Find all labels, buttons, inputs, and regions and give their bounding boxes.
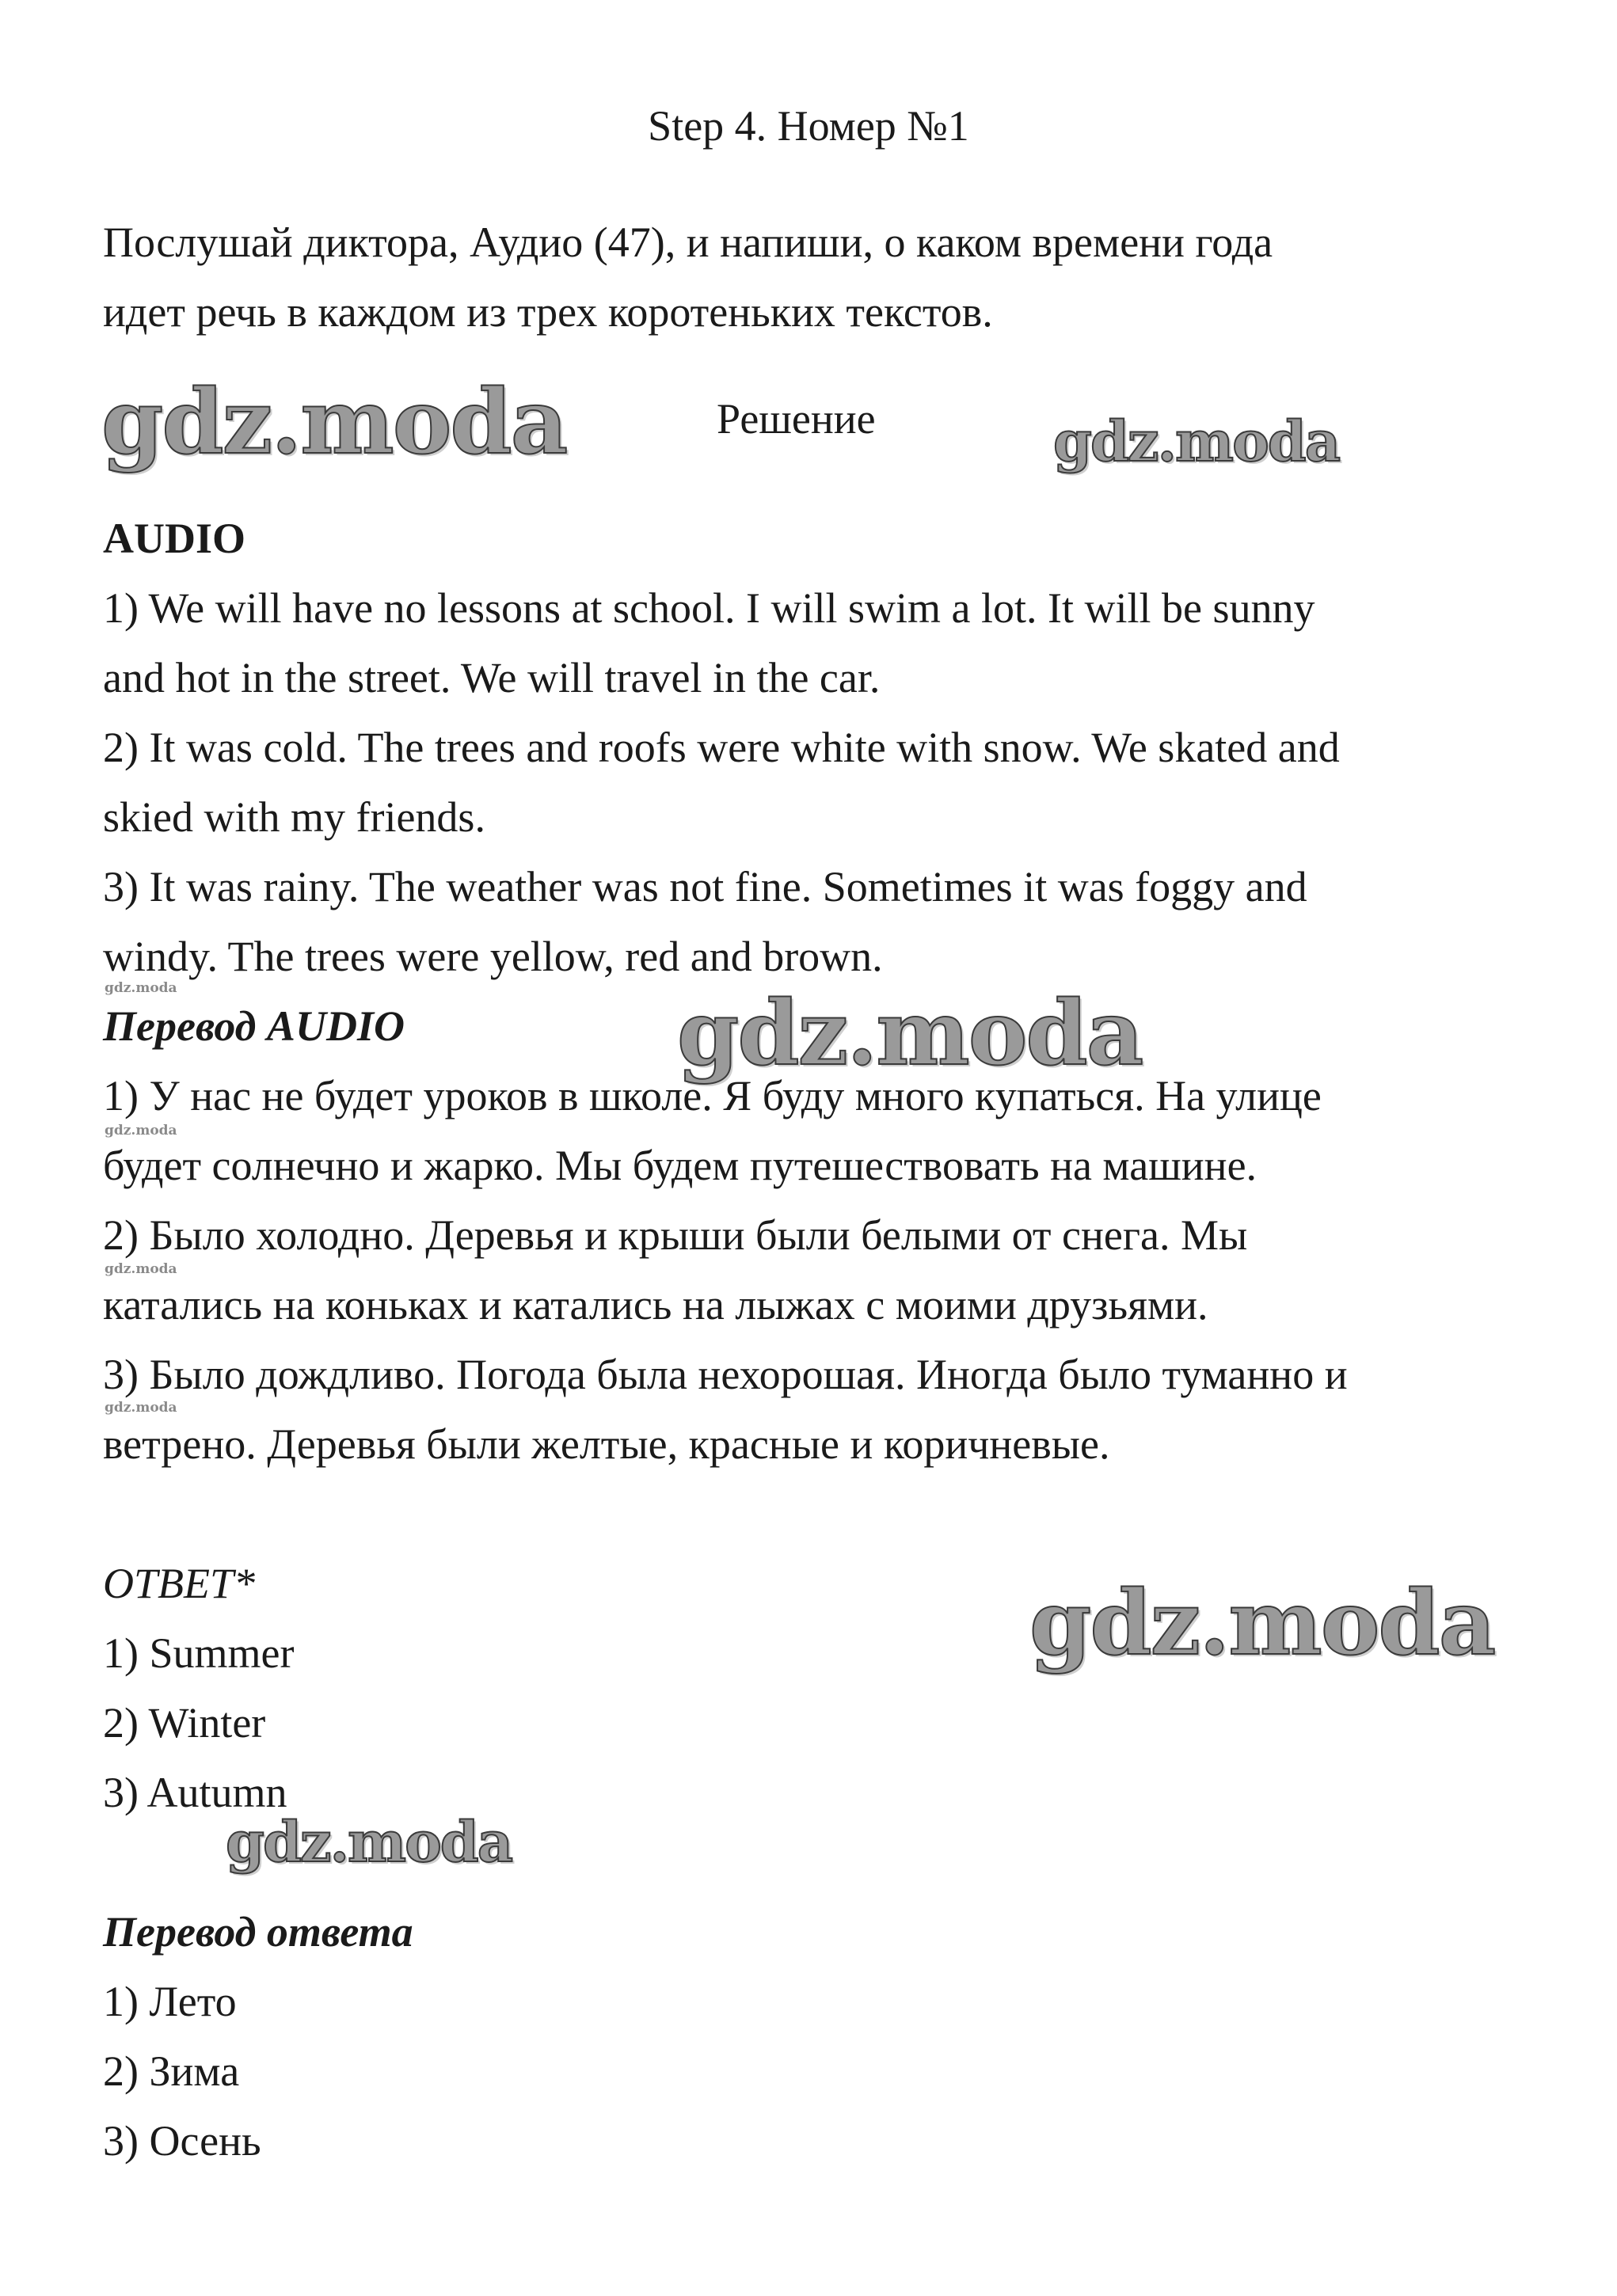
answer-translation-item: 3) Осень — [103, 2117, 261, 2165]
translation-line: катались на коньках и катались на лыжах с моими друзьями. — [103, 1281, 1208, 1329]
watermark-logo: gdz.moda — [1029, 1572, 1495, 1675]
answer-item: 3) Autumn — [103, 1769, 287, 1816]
watermark-logo: gdz.moda — [101, 371, 567, 474]
watermark-small: gdz.moda — [105, 1400, 177, 1416]
audio-translation-section — [103, 991, 1528, 1479]
task-instructions — [103, 207, 1528, 347]
page-title: Step 4. Номер №1 — [648, 102, 969, 150]
audio-line: and hot in the street. We will travel in the car. — [103, 654, 881, 701]
translation-line: 3) Было дождливо. Погода была нехорошая. Иногда было туманно и — [103, 1351, 1348, 1398]
answer-translation-heading: Перевод ответа — [103, 1908, 413, 1956]
audio-line: skied with my friends. — [103, 793, 485, 841]
audio-section — [103, 504, 1528, 991]
instruction-line: Послушай диктора, Аудио (47), и напиши, о каком времени года — [103, 219, 1273, 266]
answer-item: 2) Winter — [103, 1699, 266, 1747]
solution-label: Решение — [717, 395, 876, 443]
watermark-small: gdz.moda — [105, 980, 177, 996]
translation-line: будет солнечно и жарко. Мы будем путешествовать на машине. — [103, 1142, 1257, 1189]
audio-line: 3) It was rainy. The weather was not fine. Sometimes it was foggy and — [103, 863, 1307, 910]
instruction-line: идет речь в каждом из трех коротеньких текстов. — [103, 288, 993, 336]
answer-heading: ОТВЕТ* — [103, 1560, 256, 1607]
watermark-logo: gdz.moda — [226, 1809, 512, 1875]
translation-line: 1) У нас не будет уроков в школе. Я буду много купаться. На улице — [103, 1072, 1322, 1119]
audio-heading: AUDIO — [103, 515, 246, 562]
watermark-logo: gdz.moda — [1053, 409, 1340, 474]
audio-line: windy. The trees were yellow, red and brown. — [103, 933, 883, 980]
translation-line: 2) Было холодно. Деревья и крыши были белыми от снега. Мы — [103, 1211, 1248, 1259]
watermark-small: gdz.moda — [105, 1261, 177, 1277]
audio-line: 1) We will have no lessons at school. I will swim a lot. It will be sunny — [103, 584, 1315, 632]
watermark-small: gdz.moda — [105, 1123, 177, 1138]
translation-line: ветрено. Деревья были желтые, красные и коричневые. — [103, 1420, 1110, 1468]
watermark-logo: gdz.moda — [677, 982, 1143, 1085]
answer-section — [103, 1549, 1528, 1827]
answer-translation-item: 2) Зима — [103, 2047, 240, 2095]
answer-translation-section — [103, 1897, 1528, 2176]
audio-translation-heading: Перевод AUDIO — [103, 1002, 405, 1050]
answer-item: 1) Summer — [103, 1629, 295, 1677]
answer-translation-item: 1) Лето — [103, 1978, 237, 2025]
audio-line: 2) It was cold. The trees and roofs were white with snow. We skated and — [103, 724, 1340, 771]
